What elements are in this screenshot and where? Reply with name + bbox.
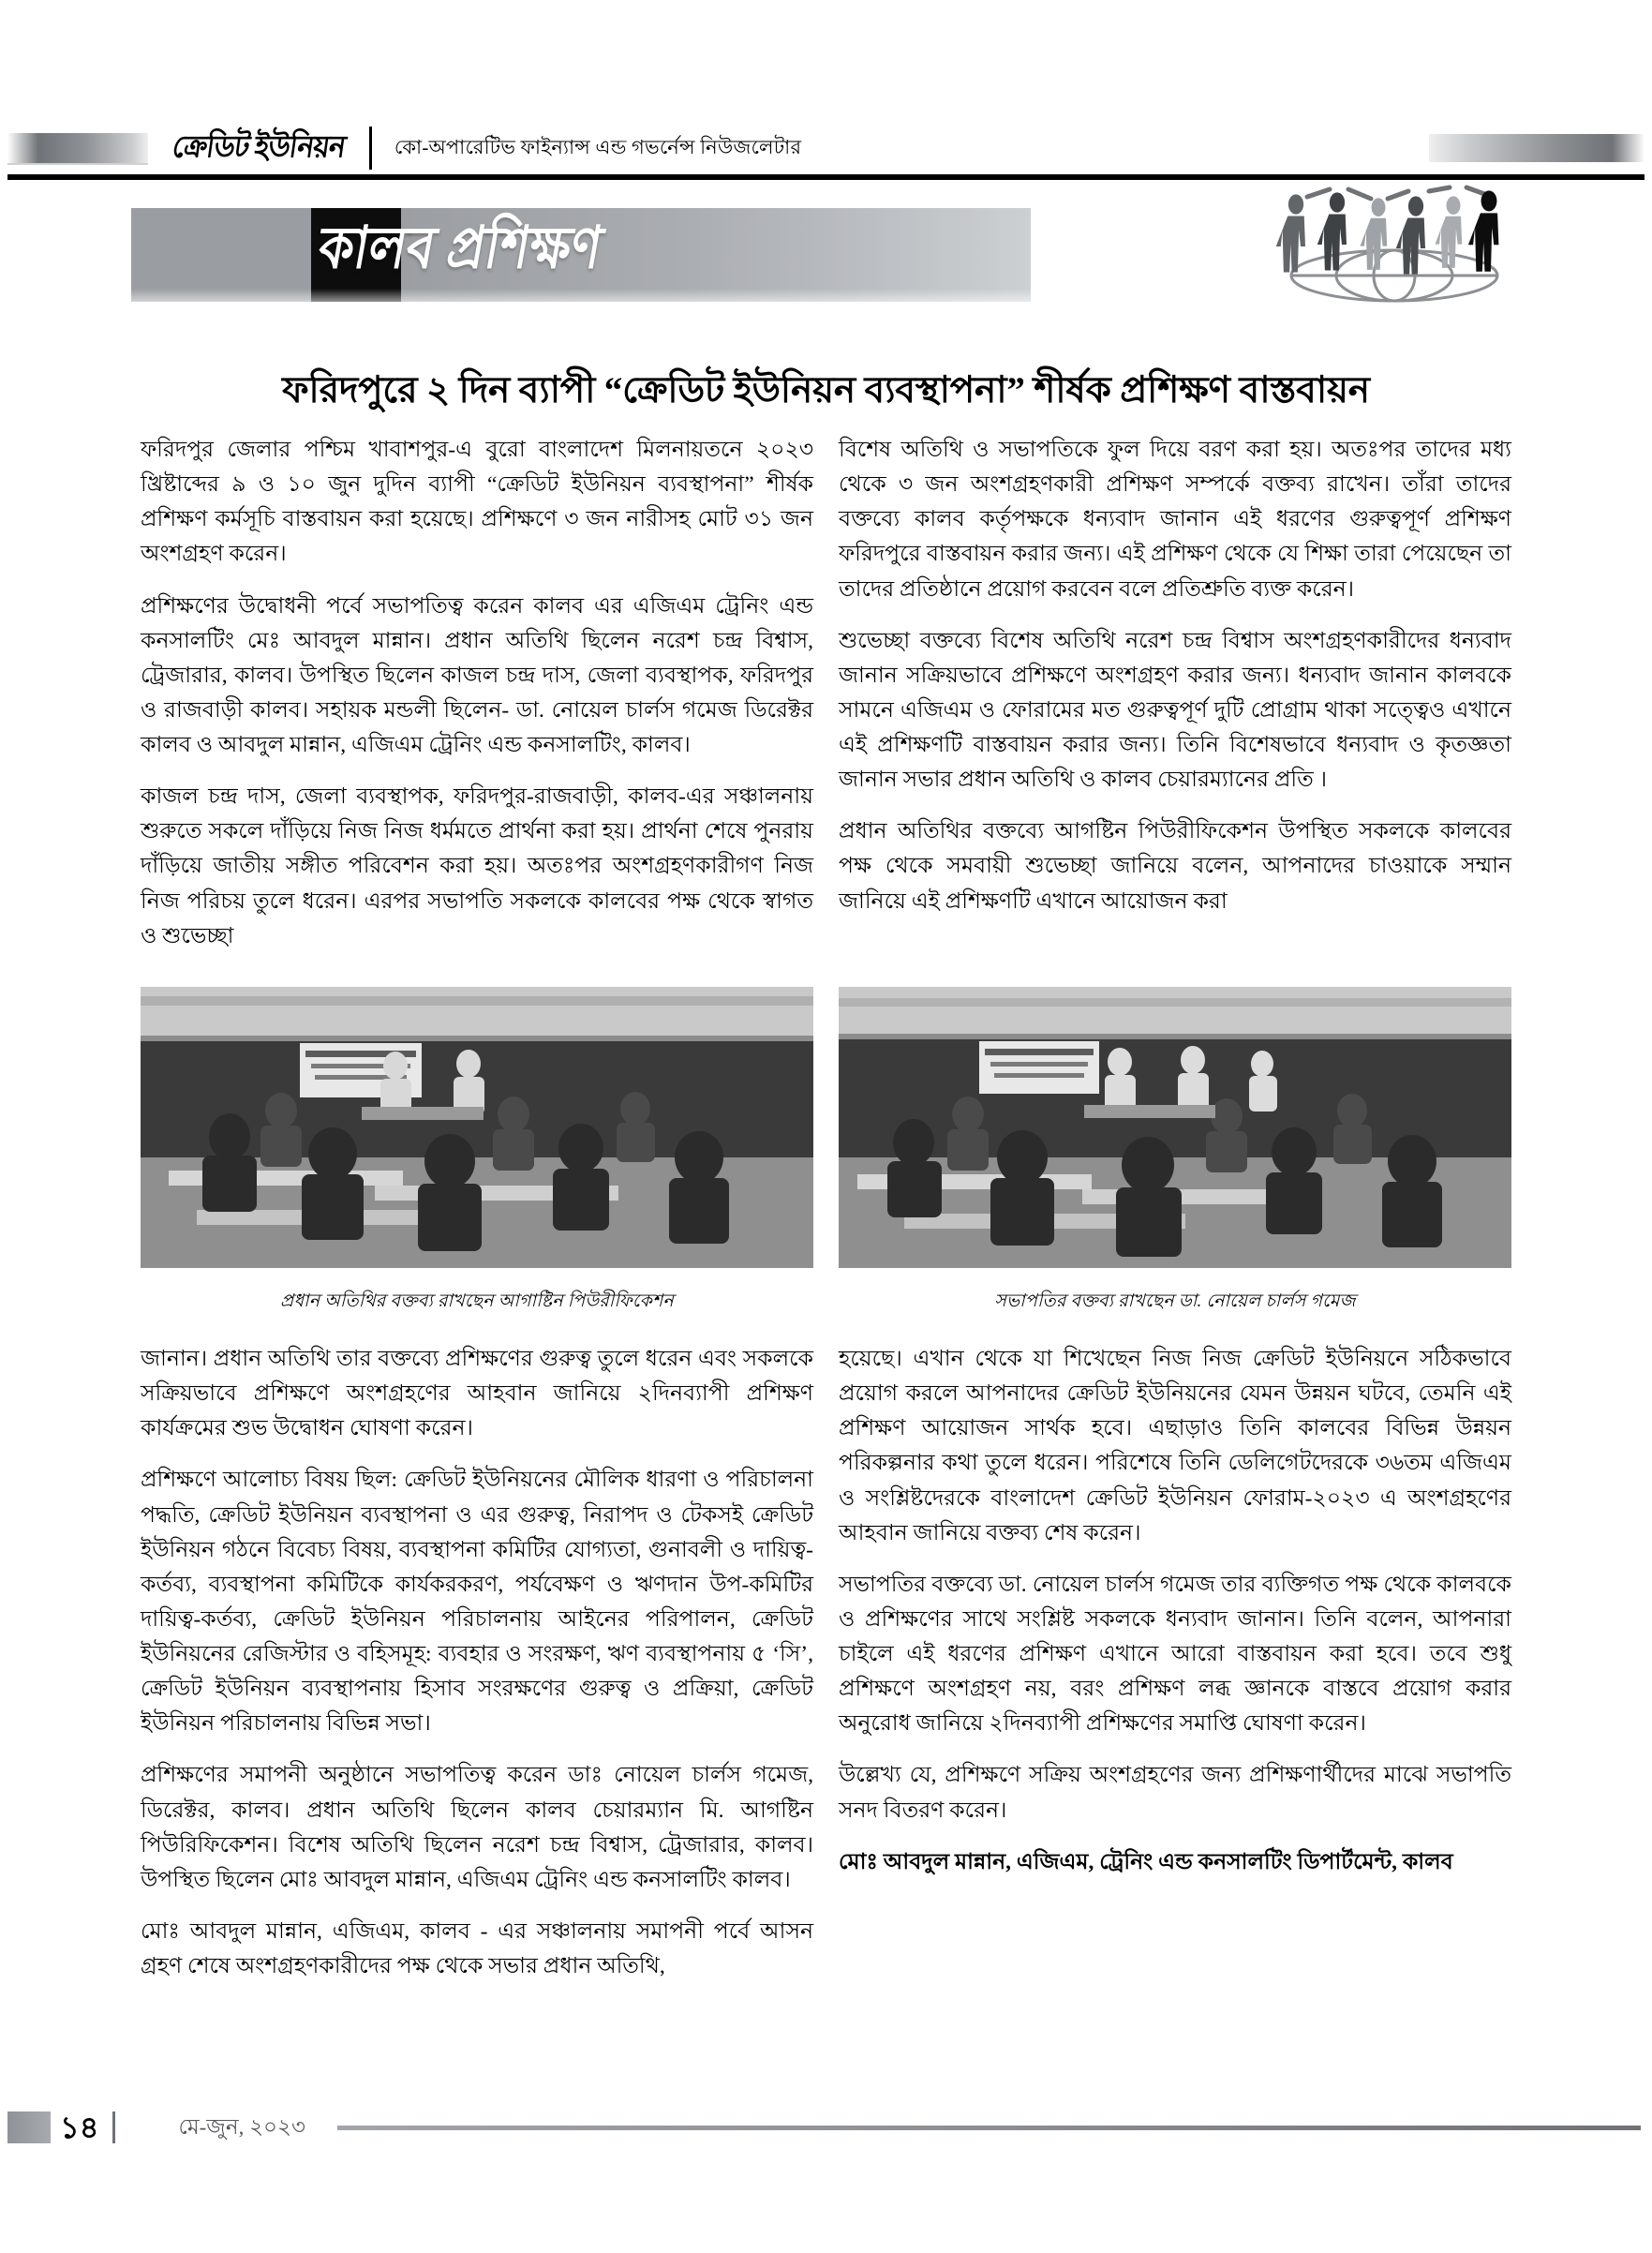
article-headline: ফরিদপুরে ২ দিন ব্যাপী “ক্রেডিট ইউনিয়ন ব্যবস্থাপনা” শীর্ষক প্রশিক্ষণ বাস্তবায়ন (282, 370, 1370, 411)
paragraph: প্রশিক্ষণে আলোচ্য বিষয় ছিল: ক্রেডিট ইউনিয়নের মৌলিক ধারণা ও পরিচালনা পদ্ধতি, ক্রেডিট ইউনিয়ন ব্যবস্থাপনা ও এর গুরুত্ব, নিরাপদ ও টেকসই ক্রেডিট ইউনিয়ন গঠনে বিবেচ্য বিষয়, ব্যবস্থাপনা কমিটির যোগ্যতা, গুনাবলী ও দায়িত্ব-কর্তব্য, ব্যবস্থাপনা কমিটিকে কার্যকরকরণ, পর্যবেক্ষণ ও ঋণদান উপ-কমিটির দায়িত্ব-কর্তব্য, ক্রেডিট ইউনিয়ন পরিচালনায় আইনের পরিপালন, ক্রেডিট ইউনিয়নের রেজিস্টার ও বহিসমূহ: ব্যবহার ও সংরক্ষণ, ঋণ ব্যবস্থাপনায় ৫ ‘সি’, ক্রেডিট ইউনিয়ন ব্যবস্থাপনায় হিসাব সংরক্ষণের গুরুত্ব ও প্রক্রিয়া, ক্রেডিট ইউনিয়ন পরিচালনায় বিভিন্ন সভা। (141, 1468, 813, 1737)
banner-shade (131, 289, 1031, 302)
masthead-left-gradient-bar (7, 133, 148, 163)
paragraph: বিশেষ অতিথি ও সভাপতিকে ফুল দিয়ে বরণ করা হয়। অতঃপর তাদের মধ্য থেকে ৩ জন অংশগ্রহণকারী প্রশিক্ষণ সম্পর্কে বক্তব্য রাখেন। তাঁরা তাদের বক্তব্যে কালব কর্তৃপক্ষকে ধন্যবাদ জানান এই ধরণের গুরুত্বপূর্ণ প্রশিক্ষণ ফরিদপুরে বাস্তবায়ন করার জন্য। এই প্রশিক্ষণ থেকে যে শিক্ষা তারা পেয়েছেন তা তাদের প্রতিষ্ঠানে প্রয়োগ করবেন বলে প্রতিশ্রুতি ব্যক্ত করেন। (839, 438, 1511, 602)
article-column-right-top (839, 433, 1511, 919)
paragraph: কাজল চন্দ্র দাস, জেলা ব্যবস্থাপক, ফরিদপুর-রাজবাড়ী, কালব-এর সঞ্চালনায় শুরুতে সকলে দাঁড়িয়ে নিজ নিজ ধর্মমতে প্রার্থনা করা হয়। প্রার্থনা শেষে পুনরায় দাঁড়িয়ে জাতীয় সঙ্গীত পরিবেশন করা হয়। অতঃপর অংশগ্রহণকারীগণ নিজ নিজ পরিচয় তুলে ধরেন। এরপর সভাপতি সকলকে কালবের পক্ষ থেকে স্বাগত ও শুভেচ্ছা (141, 784, 813, 948)
paragraph: প্রশিক্ষণের উদ্বোধনী পর্বে সভাপতিত্ব করেন কালব এর এজিএম ট্রেনিং এন্ড কনসালটিং মেঃ আবদুল মান্নান। প্রধান অতিথি ছিলেন নরেশ চন্দ্র বিশ্বাস, ট্রেজারার, কালব। উপস্থিত ছিলেন কাজল চন্দ্র দাস, জেলা ব্যবস্থাপক, ফরিদপুর ও রাজবাড়ী কালব। সহায়ক মন্ডলী ছিলেন- ডা. নোয়েল চার্লস গমেজ ডিরেক্টর কালব ও আবদুল মান্নান, এজিএম ট্রেনিং এন্ড কনসালটিং, কালব। (141, 593, 813, 757)
issue-date: মে-জুন, ২০২৩ (178, 2114, 305, 2139)
publication-logo: ক্রেডিট ইউনিয়ন (170, 130, 348, 164)
masthead-divider (369, 127, 372, 170)
article-byline: মোঃ আবদুল মান্নান, এজিএম, ট্রেনিং এন্ড কনসালটিং ডিপার্টমেন্ট, কালব (839, 1849, 1453, 1874)
article-column-left-top (141, 433, 813, 954)
section-banner-title: কালব প্রশিক্ষণ (313, 216, 608, 281)
paragraph: শুভেচ্ছা বক্তব্যে বিশেষ অতিথি নরেশ চন্দ্র বিশ্বাস অংশগ্রহণকারীদের ধন্যবাদ জানান সক্রিয়ভাবে প্রশিক্ষণে অংশগ্রহণ করার জন্য। ধন্যবাদ জানান কালবকে সামনে এজিএম ও ফোরামের মত গুরুত্বপূর্ণ দুটি প্রোগ্রাম থাকা সত্ত্বেও এখানে এই প্রশিক্ষণটি বাস্তবায়ন করার জন্য। তিনি বিশেষভাবে ধন্যবাদ ও কৃতজ্ঞতা জানান সভার প্রধান অতিথি ও কালব চেয়ারম্যানের প্রতি । (839, 628, 1511, 793)
section-banner (131, 208, 1031, 302)
paragraph: ফরিদপুর জেলার পশ্চিম খাবাশপুর-এ বুরো বাংলাদেশ মিলনায়তনে ২০২৩ খ্রিষ্টাব্দের ৯ ও ১০ জুন দুদিন ব্যাপী “ক্রেডিট ইউনিয়ন ব্যবস্থাপনা” শীর্ষক প্রশিক্ষণ কর্মসূচি বাস্তবায়ন করা হয়েছে। প্রশিক্ষণে ৩ জন নারীসহ মোট ৩১ জন অংশগ্রহণ করেন। (141, 438, 813, 567)
paragraph: হয়েছে। এখান থেকে যা শিখেছেন নিজ নিজ ক্রেডিট ইউনিয়নে সঠিকভাবে প্রয়োগ করলে আপনাদের ক্রেডিট ইউনিয়নের যেমন উন্নয়ন ঘটবে, তেমনি এই প্রশিক্ষণ আয়োজন সার্থক হবে। এছাড়াও তিনি কালবের বিভিন্ন উন্নয়ন পরিকল্পনার কথা তুলে ধরেন। পরিশেষে তিনি ডেলিগেটদেরকে ৩৬তম এজিএম ও সংশ্লিষ্টদেরকে বাংলাদেশ ক্রেডিট ইউনিয়ন ফোরাম-২০২৩ এ অংশগ্রহণের আহবান জানিয়ে বক্তব্য শেষ করেন। (839, 1347, 1511, 1545)
paragraph: প্রশিক্ষণের সমাপনী অনুষ্ঠানে সভাপতিত্ব করেন ডাঃ নোয়েল চার্লস গমেজ, ডিরেক্টর, কালব। প্রধান অতিথি ছিলেন কালব চেয়ারম্যান মি. আগষ্টিন পিউরিফিকেশন। বিশেষ অতিথি ছিলেন নরেশ চন্দ্র বিশ্বাস, ট্রেজারার, কালব। উপস্থিত ছিলেন মোঃ আবদুল মান্নান, এজিএম ট্রেনিং এন্ড কনসালটিং কালব। (141, 1763, 813, 1892)
paragraph: উল্লেখ্য যে, প্রশিক্ষণে সক্রিয় অংশগ্রহণের জন্য প্রশিক্ষণার্থীদের মাঝে সভাপতি সনদ বিতরণ করেন। (839, 1763, 1511, 1823)
footer-gray-block (7, 2111, 51, 2143)
paragraph: প্রধান অতিথির বক্তব্যে আগষ্টিন পিউরীফিকেশন উপস্থিত সকলকে কালবের পক্ষ থেকে সমবায়ী শুভেচ্ছা জানিয়ে বলেন, আপনাদের চাওয়াকে সম্মান জানিয়ে এই প্রশিক্ষণটি এখানে আয়োজন করা (839, 819, 1511, 914)
paragraph: সভাপতির বক্তব্যে ডা. নোয়েল চার্লস গমেজ তার ব্যক্তিগত পক্ষ থেকে কালবকে ও প্রশিক্ষণের সাথে সংশ্লিষ্ট সকলকে ধন্যবাদ জানান। তিনি বলেন, আপনারা চাইলে এই ধরণের প্রশিক্ষণ এখানে আরো বাস্তবায়ন করা হবে। তবে শুধু প্রশিক্ষণে অংশগ্রহণ নয়, বরং প্রশিক্ষণ লব্ধ জ্ঞানকে বাস্তবে প্রয়োগ করার অনুরোধ জানিয়ে ২দিনব্যাপী প্রশিক্ষণের সমাপ্তি ঘোষণা করেন। (839, 1572, 1511, 1737)
people-around-globe-icon (1268, 174, 1521, 306)
training-hall-photo-right (839, 987, 1511, 1268)
photo-caption-left: প্রধান অতিথির বক্তব্য রাখছেন আগাষ্টিন পিউরীফিকেশন (280, 1291, 674, 1311)
footer-rule (337, 2126, 1641, 2130)
paragraph: জানান। প্রধান অতিথি তার বক্তব্যে প্রশিক্ষণের গুরুত্ব তুলে ধরেন এবং সকলকে সক্রিয়ভাবে প্রশিক্ষণে অংশগ্রহণের আহবান জানিয়ে ২দিনব্যাপী প্রশিক্ষণ কার্যক্রমের শুভ উদ্বোধন ঘোষণা করেন। (141, 1347, 813, 1441)
masthead-tagline: কো-অপারেটিভ ফাইন্যান্স এন্ড গভর্নেন্স নিউজলেটার (394, 135, 802, 158)
photo-caption-right: সভাপতির বক্তব্য রাখছেন ডা. নোয়েল চার্লস গমেজ (994, 1291, 1356, 1311)
paragraph: মোঃ আবদুল মান্নান, এজিএম, কালব - এর সঞ্চালনায় সমাপনী পর্বে আসন গ্রহণ শেষে অংশগ্রহণকারীদের পক্ষ থেকে সভার প্রধান অতিথি, (141, 1918, 813, 1978)
masthead (0, 120, 1652, 176)
masthead-right-gradient-bar (1429, 134, 1645, 162)
page-footer (7, 2109, 1645, 2146)
footer-separator (112, 2111, 115, 2143)
training-hall-photo-left (141, 987, 813, 1268)
article-column-left-bottom (141, 1342, 813, 1984)
page-number: ১৪ (60, 2111, 99, 2144)
article-column-right-bottom (839, 1342, 1511, 1880)
